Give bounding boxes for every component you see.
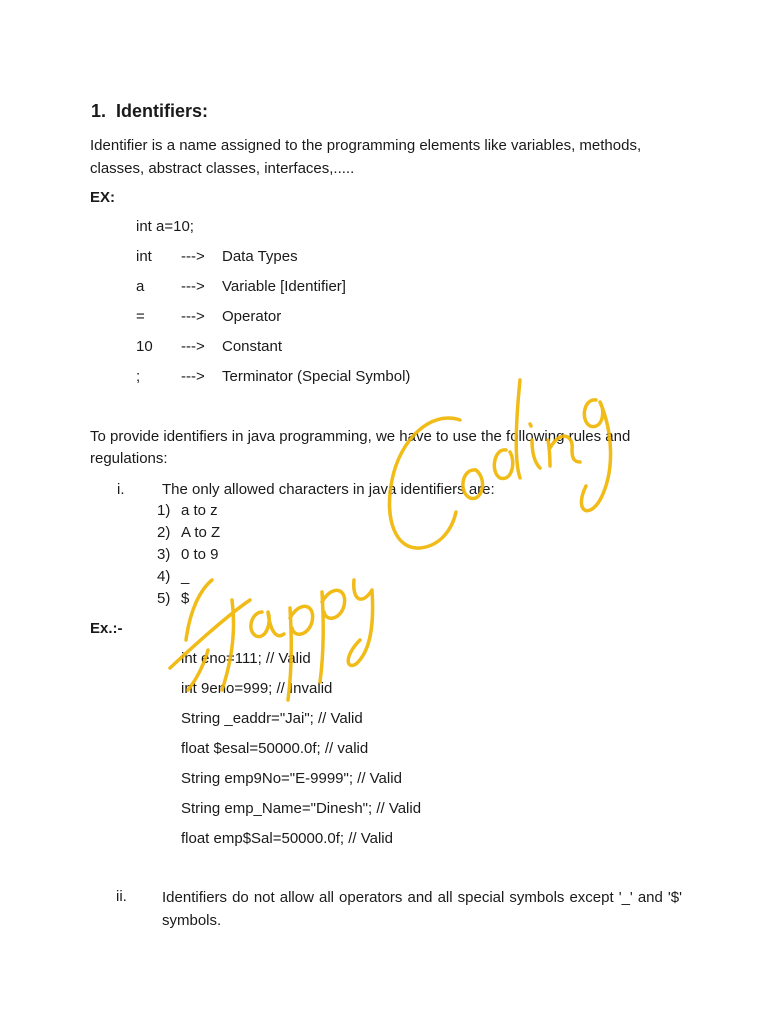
token: int: [136, 248, 152, 265]
arrow: --->: [181, 308, 205, 325]
example-code-line: int eno=111; // Valid: [181, 650, 311, 667]
rule-text: The only allowed characters in java identifiers are:: [162, 481, 495, 498]
token-description: Variable [Identifier]: [222, 278, 346, 295]
example-code-line: float emp$Sal=50000.0f; // Valid: [181, 830, 393, 847]
heading-title: Identifiers:: [116, 101, 209, 121]
example2-label: Ex.:-: [90, 620, 123, 637]
rule-numeral: ii.: [116, 888, 127, 905]
token-description: Constant: [222, 338, 283, 355]
example-code-line: float $esal=50000.0f; // valid: [181, 740, 369, 757]
example-code-line: String emp9No="E-9999"; // Valid: [181, 770, 402, 787]
list-item: A to Z: [181, 524, 221, 541]
token-description: Operator: [222, 308, 282, 325]
arrow: --->: [181, 338, 205, 355]
list-item: _: [181, 568, 190, 585]
rule-numeral: i.: [117, 481, 125, 498]
section-heading: [91, 100, 208, 122]
token-description: Data Types: [222, 248, 298, 265]
heading-number: 1.: [91, 101, 107, 121]
list-number: 2): [157, 524, 171, 541]
intro-paragraph: Identifier is a name assigned to the programming elements like variables, methods, classes, abstract classes, interfaces,.....: [90, 137, 642, 177]
arrow: --->: [181, 368, 205, 385]
example-code-line: String _eaddr="Jai"; // Valid: [181, 710, 363, 727]
rule-text: Identifiers do not allow all operators and all special symbols except '_' and '$' symbols.: [162, 889, 682, 929]
example-code-line: String emp_Name="Dinesh"; // Valid: [181, 800, 422, 817]
list-number: 1): [157, 502, 171, 519]
token: 10: [136, 338, 153, 355]
token: ;: [136, 368, 141, 385]
example-code-line: int 9eno=999; // Invalid: [181, 680, 333, 697]
arrow: --->: [181, 278, 205, 295]
list-number: 5): [157, 590, 171, 607]
list-number: 4): [157, 568, 171, 585]
token-description: Terminator (Special Symbol): [222, 368, 411, 385]
list-number: 3): [157, 546, 171, 563]
list-item: $: [181, 590, 190, 607]
code-example: int a=10;: [136, 218, 194, 235]
list-item: a to z: [181, 502, 218, 519]
rules-intro-paragraph: To provide identifiers in java programming, we have to use the following rules and regulations:: [90, 428, 631, 467]
example-label: EX:: [90, 189, 116, 206]
token: =: [136, 308, 145, 325]
list-item: 0 to 9: [181, 546, 219, 563]
arrow: --->: [181, 248, 205, 265]
token: a: [136, 278, 145, 295]
